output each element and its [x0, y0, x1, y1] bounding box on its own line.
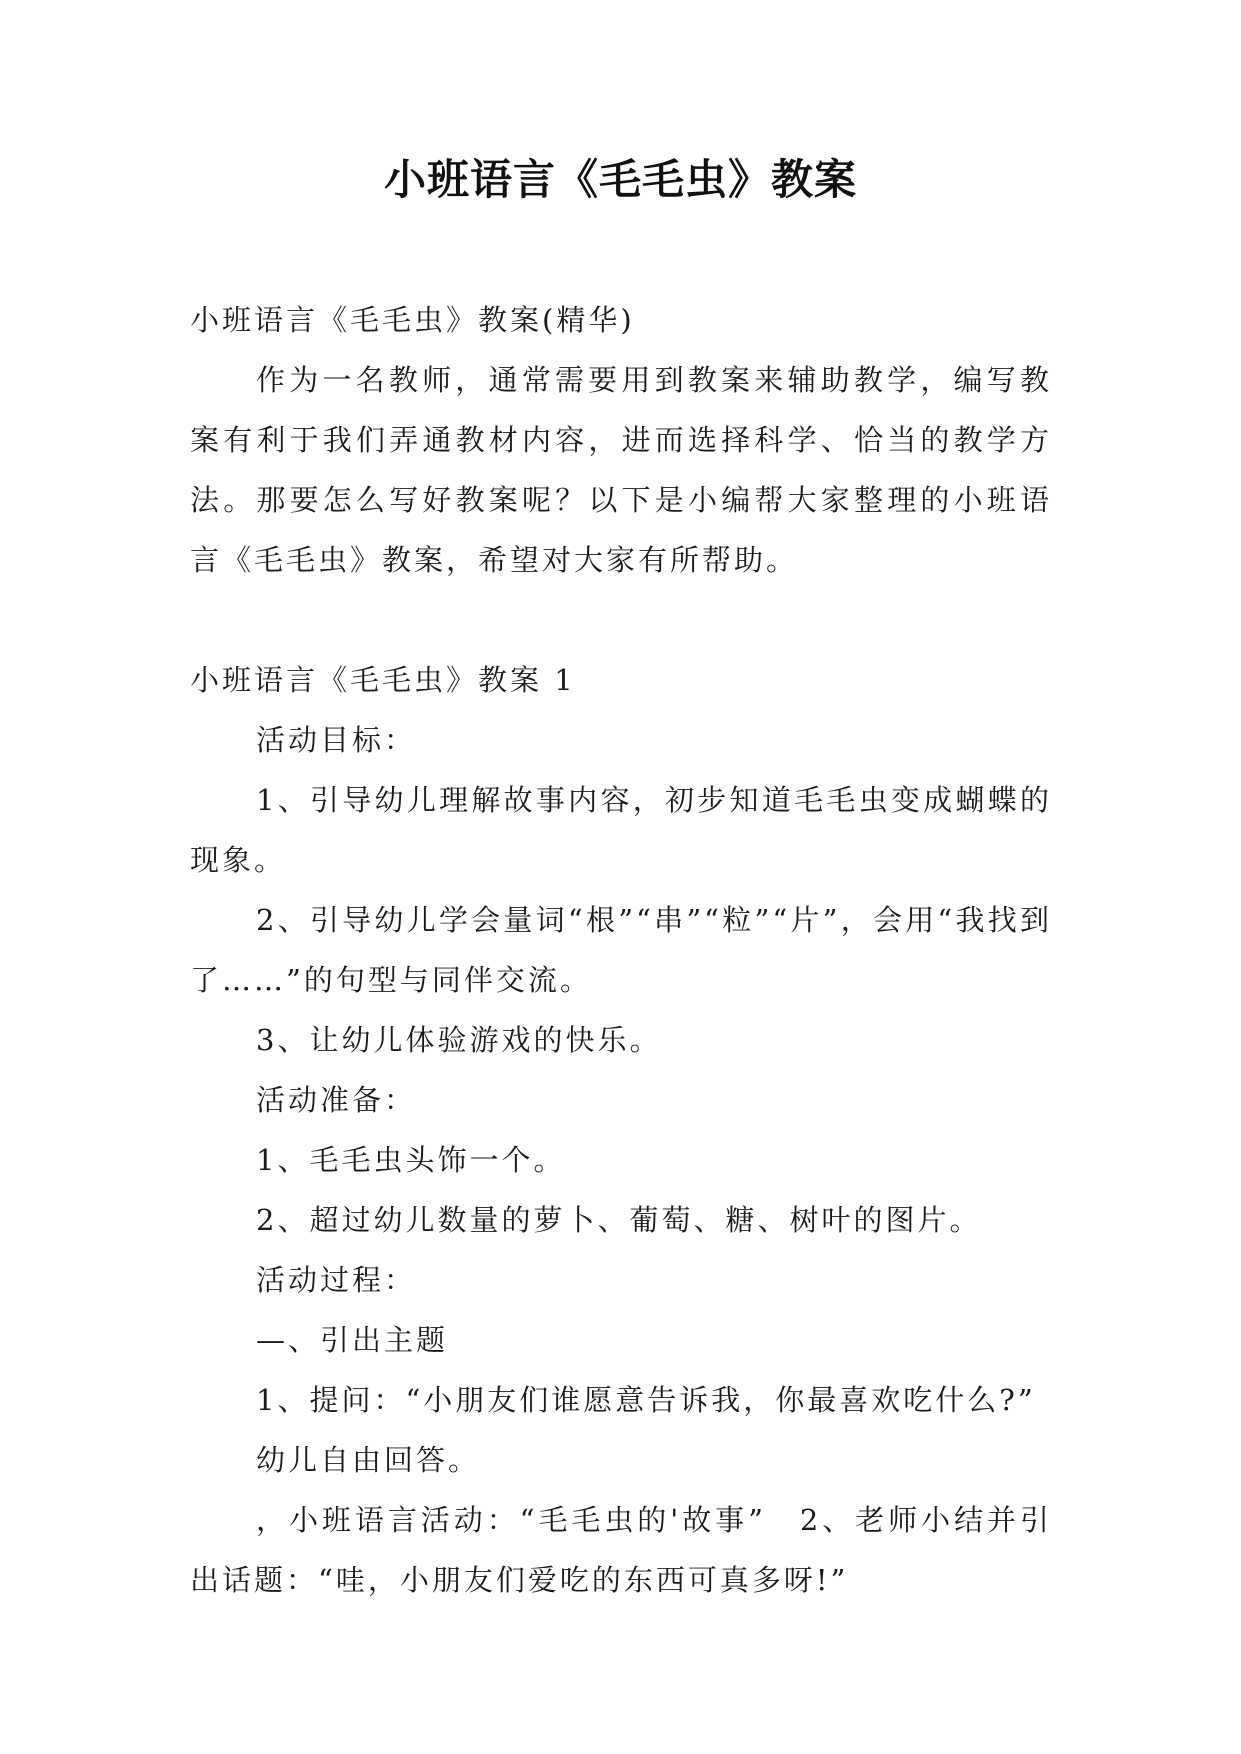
step-question: 1、提问：“小朋友们谁愿意告诉我，你最喜欢吃什么?” — [256, 1383, 1036, 1417]
prep-item-1: 1、毛毛虫头饰一个。 — [256, 1143, 566, 1177]
goals-label: 活动目标： — [256, 723, 417, 757]
goal-item-1: 1、引导幼儿理解故事内容，初步知道毛毛虫变成蝴蝶的现象。 — [190, 783, 1052, 877]
step-summary: ，小班语言活动：“毛毛虫的'故事” 2、老师小结并引出话题：“哇，小朋友们爱吃的东西可真多呀!” — [190, 1503, 1052, 1597]
paragraph-spacer — [190, 590, 1052, 650]
goal-item-2: 2、引导幼儿学会量词“根”“串”“粒”“片”，会用“我找到了……”的句型与同伴交流。 — [190, 903, 1052, 997]
document-subtitle: 小班语言《毛毛虫》教案(精华) — [190, 303, 635, 337]
section-heading: 小班语言《毛毛虫》教案 1 — [190, 663, 576, 697]
step-answer: 幼儿自由回答。 — [256, 1443, 481, 1477]
step-heading: —、引出主题 — [256, 1323, 449, 1357]
document-body — [190, 290, 1052, 1610]
prep-label: 活动准备： — [256, 1083, 417, 1117]
prep-item-2: 2、超过幼儿数量的萝卜、葡萄、糖、树叶的图片。 — [256, 1203, 982, 1237]
intro-paragraph: 作为一名教师，通常需要用到教案来辅助教学，编写教案有利于我们弄通教材内容，进而选择科学、恰当的教学方法。那要怎么写好教案呢？以下是小编帮大家整理的小班语言《毛毛虫》教案，希望对大家有所帮助。 — [190, 363, 1052, 577]
document-title: 小班语言《毛毛虫》教案 — [383, 155, 857, 204]
goal-item-3: 3、让幼儿体验游戏的快乐。 — [256, 1023, 662, 1057]
process-label: 活动过程： — [256, 1263, 417, 1297]
